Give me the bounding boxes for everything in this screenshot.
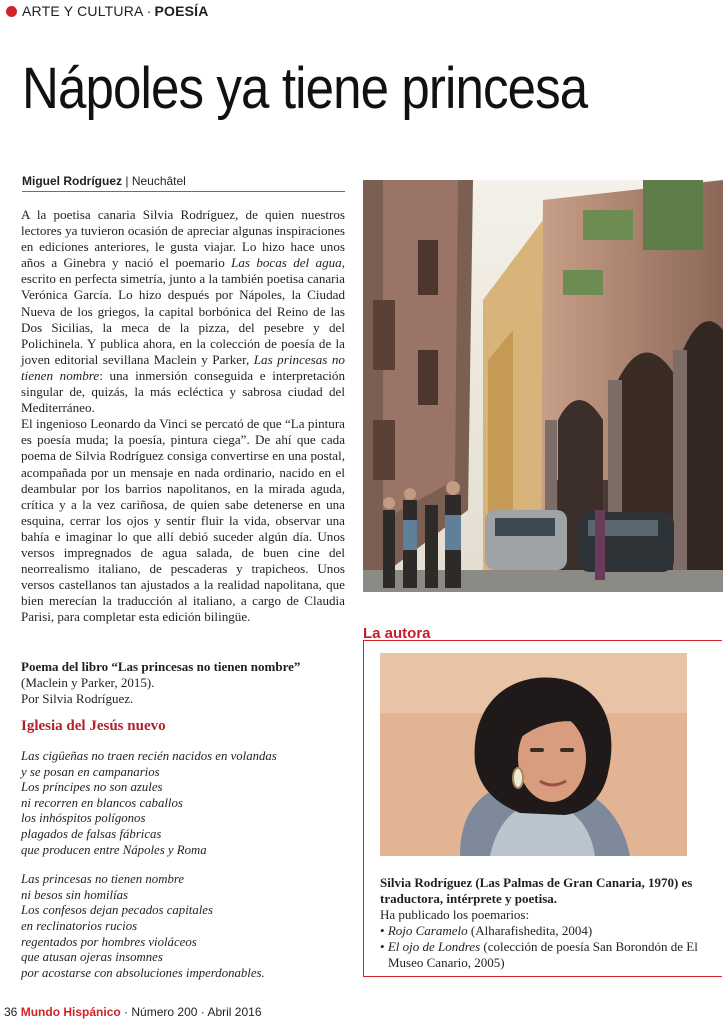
naples-street-photo [363,180,723,592]
poem-line: Los príncipes no son azules [21,780,163,795]
section-subcategory: POESÍA [154,3,209,19]
poem-line: regentados por hombres violáceos [21,934,197,949]
poem-line: Las princesas no tienen nombre [21,872,185,887]
byline-location: Neuchâtel [131,174,186,188]
section-tag [6,2,209,20]
la-autora-heading: La autora [363,625,431,642]
bio-intro: Ha publicado los poemarios: [380,907,530,922]
author-portrait-photo [380,653,687,856]
poem-line: y se posan en campanarios [21,764,160,779]
byline [22,174,345,192]
p1-text-c: : una inmersión conseguida e interpretación singular de, quizás, la más ecléctica y sabrosa ciudad del Mediterráneo. [21,367,345,416]
poem-stanza-2 [21,872,351,981]
work-title: El ojo de Londres [387,939,481,954]
p1-text-a: A la poetisa canaria Silvia Rodríguez, de quien nuestros lectores ya tuvieron ocasión de apreciar algunas inspiraciones en ediciones anteriores, le gusta viajar. Lo hizo hace unos años a Ginebra y nació el poemario [21,207,345,271]
footer-separator: · [124,1005,129,1019]
poem-line: por acostarse con absoluciones imperdonables. [21,965,265,980]
bio-name-line: Silvia Rodríguez (Las Palmas de Gran Canaria, 1970) es traductora, intérprete y poetisa. [380,875,693,906]
poem-line: que atusan ojeras insomnes [21,950,163,965]
p1-text-b: , escrito en perfecta simetría, junto a la también poetisa canaria Verónica García. Lo hizo después por Nápoles, la Ciudad Nueva de los griegos, la capital borbónica del Reino de las Dos Sicilias, la meca de la pizza, del pesebre y del Polichinela. Y publica ahora, en la colección de poesía de la joven editorial sevillana Maclein y Parker, [21,255,345,367]
poem-line: ni besos sin homilías [21,887,129,902]
issue-number: Número 200 [131,1005,198,1019]
byline-author: Miguel Rodríguez [22,174,122,188]
poem-stanza-1 [21,749,351,858]
footer-separator: · [200,1005,205,1019]
article-body [21,207,345,625]
book-title-bocas: Las bocas del agua [231,255,342,271]
article-paragraph-2: El ingenioso Leonardo da Vinci se percató de que “La pintura es poesía muda; la poesía, pintura ciega”. De ahí que cada poema de Silvia Rodríguez consiga convertirse en una postal, acompañada por un mensaje en nada ordinario, nacido en el deambular por los barrios napolitanos, en la mirada aguda, crítica y a la vez cariñosa, de quien sabe detenerse en una esquina, cerrar los ojos y sentir fluir la vida, observar una bahía e imaginar lo que allí debió suceder algún día. Unos versos impregnados de agua salada, de buen cine del neorrealismo italiano, de pescaderas y trapicheos. Unos versos castellanos tan ajustados a la realidad napolitana, que bien merecían la traducción al italiano, a cargo de Claudia Parisi, para completar esta edición bilingüe. [21,416,345,625]
page-footer [4,1005,262,1019]
poem-line: Las cigüeñas no traen recién nacidos en volandas [21,749,277,763]
works-list [380,923,712,971]
author-bio [380,875,712,971]
section-dot-icon [6,6,17,17]
works-list-item: • Rojo Caramelo (Alharafishedita, 2004) [380,923,593,938]
poem-source-author: Por Silvia Rodríguez. [21,691,134,706]
poem-text [21,749,351,995]
poem-source-title: Poema del libro “Las princesas no tienen nombre” [21,659,301,674]
works-list-item: • El ojo de Londres (colección de poesía San Borondón de El Museo Canario, 2005) [380,939,698,970]
work-detail: (colección de poesía San Borondón de El Museo Canario, 2005) [388,939,698,970]
article-paragraph-1 [21,207,345,416]
headline: Nápoles ya tiene princesa [22,56,588,121]
poem-line: en reclinatorios rucios [21,918,138,933]
page-number: 36 [4,1005,18,1019]
poem-line: ni recorren en blancos caballos [21,795,183,810]
poem-line: que producen entre Nápoles y Roma [21,842,207,857]
book-title-princesas: Las princesas no tienen nombre [21,351,345,383]
byline-separator: | [125,174,129,188]
work-title: Rojo Caramelo [387,923,468,938]
section-separator: · [146,3,152,19]
section-category: ARTE Y CULTURA [22,3,144,19]
issue-date: Abril 2016 [207,1005,262,1019]
poem-title: Iglesia del Jesús nuevo [21,718,166,734]
poem-source-publisher: (Maclein y Parker, 2015). [21,675,155,690]
poem-source [21,659,341,707]
poem-line: Los confesos dejan pecados capitales [21,903,213,918]
work-detail: (Alharafishedita, 2004) [467,923,593,938]
poem-line: plagados de falsas fábricas [21,826,162,841]
poem-line: los inhóspitos polígonos [21,811,146,826]
magazine-name: Mundo Hispánico [20,1005,121,1019]
